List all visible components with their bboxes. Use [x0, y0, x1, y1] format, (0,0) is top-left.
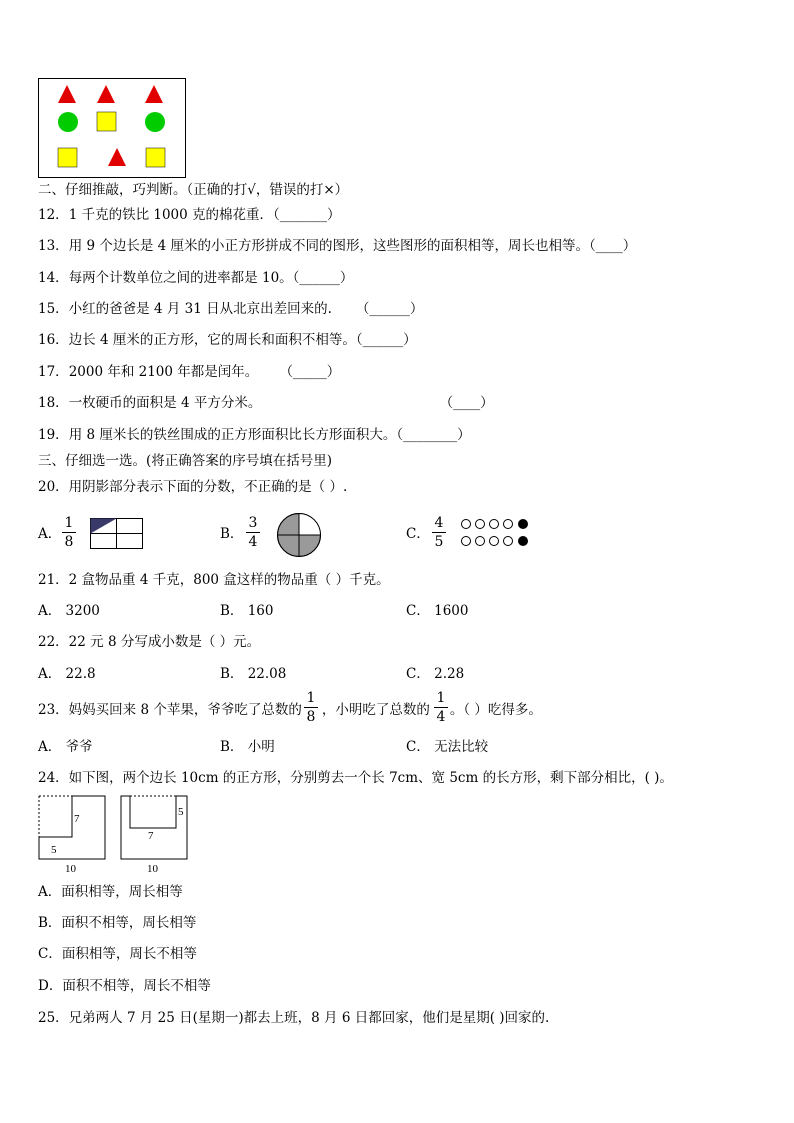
q20-option-a-fraction: 1 8 — [62, 515, 76, 550]
q20-option-a-label: A． — [38, 526, 62, 542]
question-19: 19．用 8 厘米长的铁丝围成的正方形面积比长方形面积大。（________） — [38, 427, 471, 443]
question-15: 15．小红的爸爸是 4 月 31 日从北京出差回来的. （______） — [38, 301, 424, 317]
question-14: 14．每两个计数单位之间的进率都是 10。（______） — [38, 270, 354, 286]
q20-option-b-fraction: 3 4 — [246, 515, 260, 550]
fig1-label-b: 5 — [51, 844, 57, 856]
q23-option-b: B． 小明 — [220, 739, 275, 755]
question-25: 25．兄弟两人 7 月 25 日(星期一)都去上班，8 月 6 日都回家，他们是星期( )回家的. — [38, 1010, 550, 1026]
q24-option-b: B．面积不相等，周长相等 — [38, 915, 197, 931]
shapes-figure — [38, 78, 186, 178]
q22-option-b: B． 22.08 — [220, 666, 287, 682]
green-circle — [58, 112, 78, 132]
fig1-label-c: 10 — [65, 863, 76, 875]
question-20: 20．用阴影部分表示下面的分数，不正确的是（ ）. — [38, 479, 348, 495]
question-21: 21．2 盒物品重 4 千克，800 盒这样的物品重（ ）千克。 — [38, 572, 390, 588]
green-circle — [145, 112, 165, 132]
q21-option-a: A． 3200 — [38, 603, 100, 619]
question-24: 24．如下图，两个边长 10cm 的正方形，分别剪去一个长 7cm、宽 5cm 的长方形，剩下部分相比，( )。 — [38, 770, 673, 786]
section-2-title: 二、仔细推敲，巧判断。（正确的打√，错误的打×） — [38, 182, 349, 198]
q21-option-c: C． 1600 — [406, 603, 469, 619]
q24-option-a: A．面积相等，周长相等 — [38, 884, 183, 900]
q22-option-c: C． 2.28 — [406, 666, 465, 682]
question-12: 12．1 千克的铁比 1000 克的棉花重．（_______） — [38, 207, 341, 223]
square-cut-figure-2 — [120, 795, 190, 875]
yellow-square — [97, 112, 116, 131]
question-16: 16．边长 4 厘米的正方形，它的周长和面积不相等。（______） — [38, 332, 417, 348]
fig2-label-a: 5 — [178, 806, 184, 818]
q23-fraction-2: 1 4 — [434, 690, 448, 725]
circle-quarters-figure — [276, 512, 322, 558]
dots-figure — [460, 518, 534, 548]
yellow-square — [146, 148, 165, 167]
fig2-label-c: 10 — [147, 863, 158, 875]
question-23: 23．妈妈买回来 8 个苹果，爷爷吃了总数的 ，小明吃了总数的 。（ ）吃得多。 — [38, 702, 542, 718]
q23-option-c: C． 无法比较 — [406, 739, 489, 755]
square-cut-figure-1 — [38, 795, 108, 875]
q22-option-a: A． 22.8 — [38, 666, 96, 682]
question-18: 18．一枚硬币的面积是 4 平方分米。 （____） — [38, 395, 494, 411]
yellow-square — [58, 148, 77, 167]
q23-fraction-1: 1 8 — [304, 690, 318, 725]
question-22: 22．22 元 8 分写成小数是（ ）元。 — [38, 634, 261, 650]
q20-option-c-label: C． — [406, 526, 430, 542]
q21-option-b: B． 160 — [220, 603, 274, 619]
section-3-title: 三、仔细选一选。(将正确答案的序号填在括号里) — [38, 453, 333, 469]
q24-option-d: D．面积不相等，周长不相等 — [38, 978, 211, 994]
q20-option-b-label: B． — [220, 526, 244, 542]
fig1-label-a: 7 — [74, 813, 80, 825]
q20-option-c-fraction: 4 5 — [432, 515, 446, 550]
q24-option-c: C．面积相等，周长不相等 — [38, 946, 197, 962]
fig2-label-b: 7 — [148, 830, 154, 842]
question-17: 17．2000 年和 2100 年都是闰年。 （_____） — [38, 364, 341, 380]
question-13: 13．用 9 个边长是 4 厘米的小正方形拼成不同的图形，这些图形的面积相等，周长也相等。（____） — [38, 238, 637, 254]
q23-option-a: A． 爷爷 — [38, 739, 93, 755]
rectangle-eighth-figure — [90, 518, 144, 550]
